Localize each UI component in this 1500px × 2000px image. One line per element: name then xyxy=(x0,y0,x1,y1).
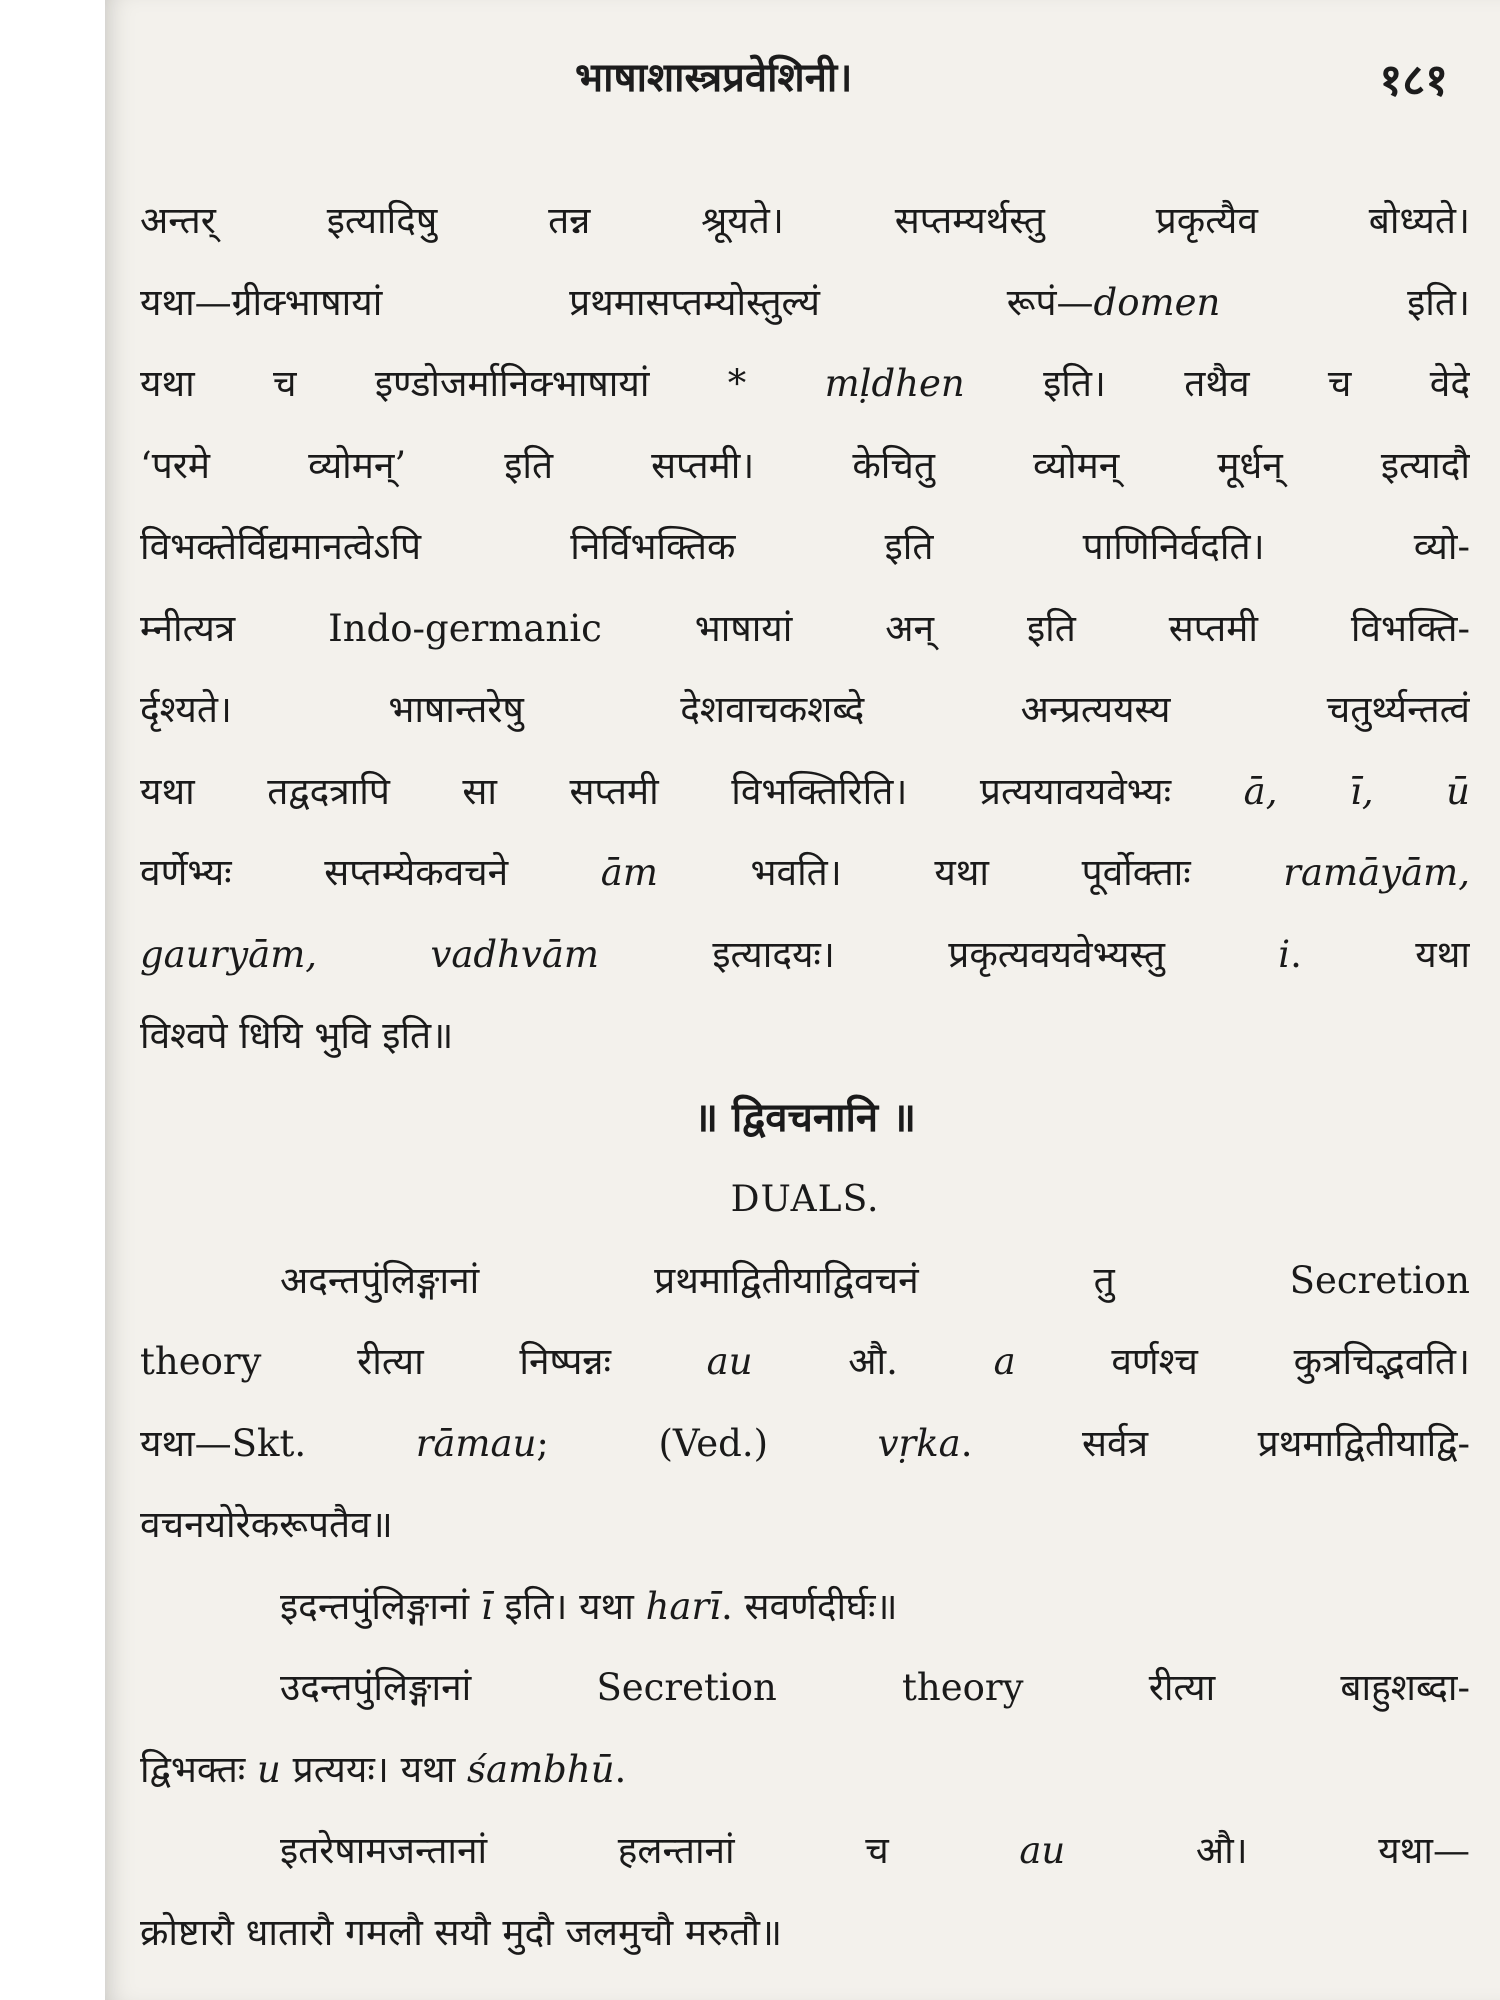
transliteration: ramāyām, xyxy=(1283,851,1470,894)
text-run: द्विभक्तः xyxy=(140,1747,258,1791)
text-run: इदन्तपुंलिङ्गानां xyxy=(280,1584,481,1628)
section-subtitle: DUALS. xyxy=(730,1179,880,1220)
text-line xyxy=(140,1892,1470,1974)
section-subheading xyxy=(140,1158,1470,1240)
text-run: इति। यथा xyxy=(492,1584,646,1628)
transliteration: ām xyxy=(600,851,658,894)
transliteration: vṛka xyxy=(877,1421,961,1465)
text-run: यथा—ग्रीक्भाषायां प्रथमासप्तम्योस्तुल्यं रूपं— xyxy=(140,280,1094,324)
text-run: क्रोष्टारौ धातारौ गमलौ सयौ मुदौ जलमुचौ मरुतौ॥ xyxy=(140,1910,783,1954)
text-line xyxy=(140,1240,1470,1322)
page-body xyxy=(140,180,1470,1973)
text-line xyxy=(140,1566,1470,1648)
text-run: औ। यथा— xyxy=(1065,1829,1470,1872)
text-run: ‘परमे व्योमन्’ इति सप्तमी। केचितु व्योमन् मूर्धन् इत्यादौ xyxy=(140,443,1470,487)
text-line xyxy=(140,1403,1470,1485)
text-run: औ. xyxy=(752,1340,994,1383)
section-heading xyxy=(140,1077,1470,1159)
text-run: इति। तथैव च वेदे xyxy=(964,362,1470,405)
text-line xyxy=(140,343,1470,425)
text-line xyxy=(140,262,1470,344)
transliteration: au xyxy=(706,1340,753,1383)
text-run: . सवर्णदीर्घः॥ xyxy=(720,1584,898,1628)
text-line xyxy=(140,425,1470,507)
text-run: इत्यादयः। प्रकृत्यवयवेभ्यस्तु xyxy=(598,932,1279,976)
text-run: म्नीत्यत्र Indo-germanic भाषायां अन् इति सप्तमी विभक्ति- xyxy=(140,606,1470,650)
text-run: यथा तद्वदत्रापि सा सप्तमी विभक्तिरिति। प्रत्ययावयवेभ्यः xyxy=(140,769,1244,813)
text-run: उदन्तपुंलिङ्गानां Secretion theory रीत्या बाहुशब्दा- xyxy=(280,1666,1470,1709)
text-line xyxy=(140,1321,1470,1403)
transliteration: a xyxy=(993,1340,1016,1383)
book-page xyxy=(105,0,1500,2000)
transliteration: u xyxy=(257,1747,281,1791)
text-run: अन्तर् इत्यादिषु तन्न श्रूयते। सप्तम्यर्थस्तु प्रकृत्यैव बोध्यते। xyxy=(140,199,1470,242)
text-line xyxy=(140,751,1470,833)
text-run: वर्णश्च कुत्रचिद्भवति। xyxy=(1015,1340,1470,1383)
text-line xyxy=(140,832,1470,914)
text-run: विभक्तेर्विद्यमानत्वेऽपि निर्विभक्तिक इति पाणिनिर्वदति। व्यो- xyxy=(140,525,1470,568)
text-line xyxy=(140,669,1470,751)
transliteration: rāmau xyxy=(415,1421,537,1465)
text-run: theory रीत्या निष्पन्नः xyxy=(140,1340,707,1383)
transliteration: śambhū xyxy=(467,1747,615,1791)
text-run: . सर्वत्र प्रथमाद्वितीयाद्वि- xyxy=(960,1421,1470,1465)
transliteration: * mḷdhen xyxy=(727,362,965,405)
transliteration: harī xyxy=(645,1584,721,1628)
text-run: वचनयोरेकरूपतैव॥ xyxy=(140,1503,393,1546)
section-title: ॥ द्विवचनानि ॥ xyxy=(694,1093,916,1141)
text-run: विश्वपे धियि भुवि इति॥ xyxy=(140,1014,454,1057)
transliteration: ī xyxy=(480,1584,493,1628)
transliteration: domen xyxy=(1093,280,1221,324)
text-run: प्रत्ययः। यथा xyxy=(280,1747,468,1791)
text-run: . xyxy=(614,1747,627,1791)
text-run: भवति। यथा पूर्वोक्ताः xyxy=(657,851,1284,894)
transliteration: gauryām, vadhvām xyxy=(140,932,599,976)
text-line xyxy=(140,180,1470,262)
page-number: १८१ xyxy=(1379,55,1448,106)
text-run: . यथा xyxy=(1290,932,1470,976)
text-line xyxy=(140,914,1470,996)
text-run: इति। xyxy=(1220,280,1470,324)
text-run: इतरेषामजन्तानां हलन्तानां च xyxy=(280,1829,1020,1872)
running-title: भाषाशास्त्रप्रवेशिनी। xyxy=(575,54,853,101)
text-run: र्दृश्यते। भाषान्तरेषु देशवाचकशब्दे अन्प्रत्ययस्य चतुर्थ्यन्तत्वं xyxy=(140,688,1470,731)
text-run: ; (Ved.) xyxy=(536,1421,878,1465)
text-line xyxy=(140,1810,1470,1892)
transliteration: ā, ī, ū xyxy=(1243,769,1470,813)
text-line xyxy=(140,506,1470,588)
text-run: यथा च इण्डोजर्मानिक्भाषायां xyxy=(140,362,728,405)
text-line xyxy=(140,588,1470,670)
transliteration: au xyxy=(1019,1829,1066,1872)
text-run: वर्णेभ्यः सप्तम्येकवचने xyxy=(140,851,601,894)
text-line xyxy=(140,1647,1470,1729)
transliteration: i xyxy=(1278,932,1291,976)
text-line xyxy=(140,1729,1470,1811)
text-line xyxy=(140,995,1470,1077)
page-header xyxy=(105,48,1500,108)
text-run: अदन्तपुंलिङ्गानां प्रथमाद्वितीयाद्विवचनं तु Secretion xyxy=(280,1258,1470,1302)
text-line xyxy=(140,1484,1470,1566)
text-run: यथा—Skt. xyxy=(140,1421,416,1465)
